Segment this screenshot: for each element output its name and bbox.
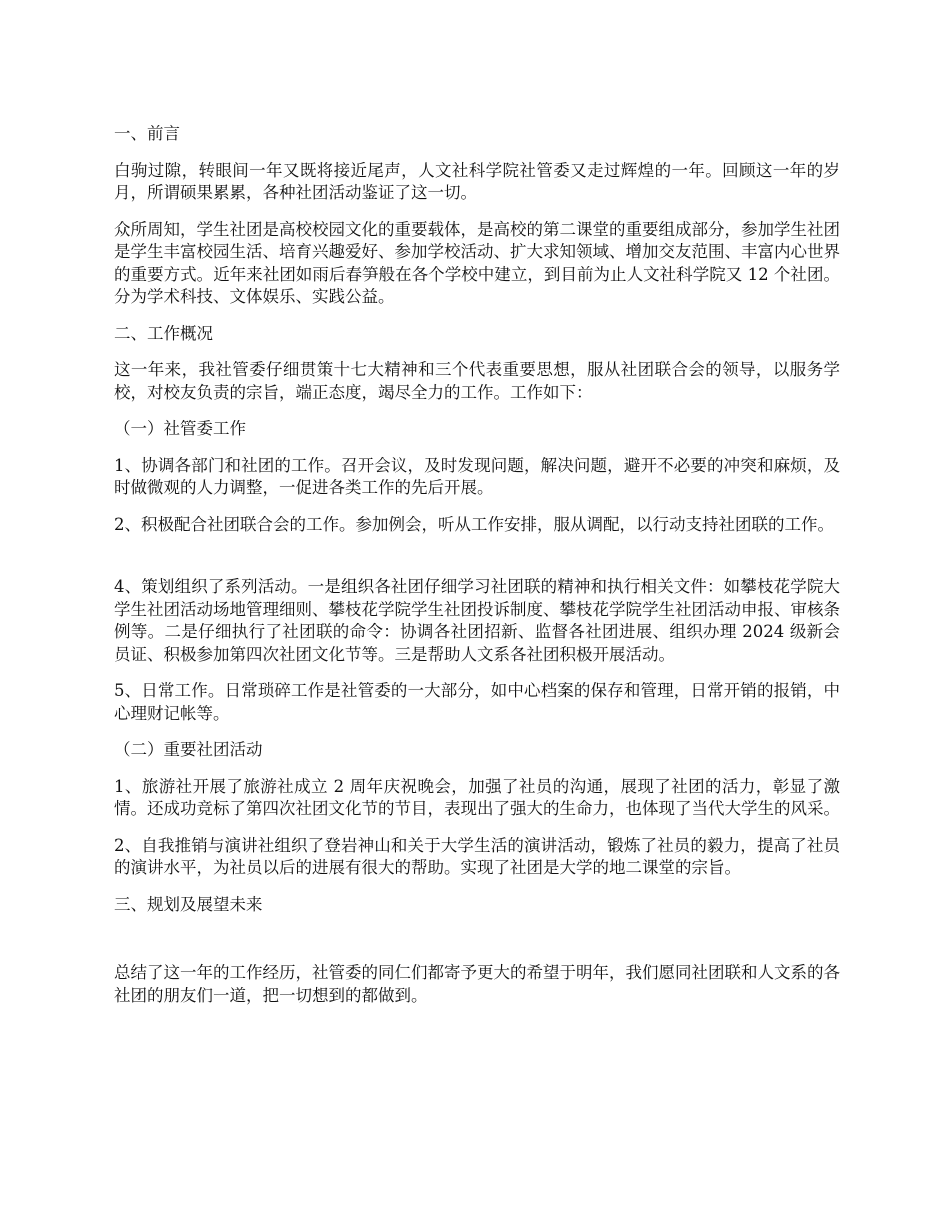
paragraph-work-summary: 这一年来，我社管委仔细贯策十七大精神和三个代表重要思想，服从社团联合会的领导，以服务学校，对校友负责的宗旨，端正态度，竭尽全力的工作。工作如下： [114, 360, 840, 402]
list-item-cooperation: 2、积极配合社团联合会的工作。参加例会，听从工作安排，服从调配，以行动支持社团联的工作。 [114, 514, 834, 534]
list-item-speech-club: 2、自我推销与演讲社组织了登岩神山和关于大学生活的演讲活动，锻炼了社员的毅力，提高了社员的演讲水平，为社员以后的进展有很大的帮助。实现了社团是大学的地二课堂的宗旨。 [114, 835, 840, 877]
paragraph-review: 白驹过隙，转眼间一年又既将接近尾声，人文社科学院社管委又走过辉煌的一年。回顾这一年的岁月，所谓硕果累累，各种社团活动鉴证了这一切。 [114, 160, 840, 202]
blank-gap [114, 930, 840, 962]
subsection-heading-committee-work: （一）社管委工作 [114, 419, 246, 438]
paragraph-clubs-overview: 众所周知，学生社团是高校校园文化的重要载体，是高校的第二课堂的重要组成部分，参加学生社团是学生丰富校园生活、培育兴趣爱好、参加学校活动、扩大求知领域、增加交友范围、丰富内心世界的重要方式。近年来社团如雨后春笋般在各个学校中建立，到目前为止人文社科学院又 12 个社团。分为学术科技、文体娱乐、实践公益。 [114, 219, 840, 306]
blank-gap [114, 550, 840, 576]
section-heading-future-plans: 三、规划及展望未来 [114, 894, 263, 914]
document-body [114, 123, 840, 1021]
list-item-coordination: 1、协调各部门和社团的工作。召开会议，及时发现问题，解决问题，避开不必要的冲突和麻烦，及时做微观的人力调整，一促进各类工作的先后开展。 [114, 455, 840, 497]
list-item-daily-work: 5、日常工作。日常琐碎工作是社管委的一大部分，如中心档案的保存和管理，日常开销的报销，中心理财记帐等。 [114, 681, 840, 723]
list-item-activities: 4、策划组织了系列活动。一是组织各社团仔细学习社团联的精神和执行相关文件：如攀枝花学院大学生社团活动场地管理细则、攀枝花学院学生社团投诉制度、攀枝花学院学生社团活动申报、审核条例等。二是仔细执行了社团联的命令：协调各社团招新、监督各社团进展、组织办理 2024 级新会员证、积极参加第四次社团文化节等。三是帮助人文系各社团积极开展活动。 [114, 577, 840, 664]
paragraph-conclusion: 总结了这一年的工作经历，社管委的同仁们都寄予更大的希望于明年，我们愿同社团联和人文系的各社团的朋友们一道，把一切想到的都做到。 [114, 963, 840, 1005]
subsection-heading-club-activities: （二）重要社团活动 [114, 740, 263, 759]
section-heading-work-overview: 二、工作概况 [114, 323, 213, 343]
section-heading-intro: 一、前言 [114, 124, 180, 143]
list-item-travel-club: 1、旅游社开展了旅游社成立 2 周年庆祝晚会，加强了社员的沟通，展现了社团的活力，彰显了激情。还成功竞标了第四次社团文化节的节目，表现出了强大的生命力，也体现了当代大学生的风采。 [114, 776, 840, 818]
